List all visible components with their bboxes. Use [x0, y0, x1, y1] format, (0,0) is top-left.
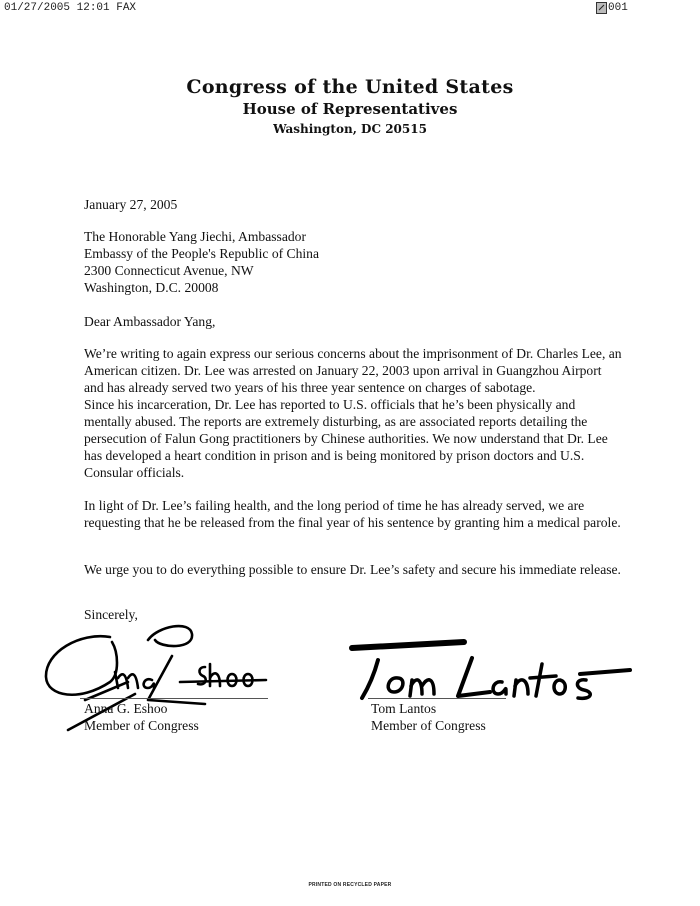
closing: Sincerely,: [84, 607, 138, 622]
letter-date: January 27, 2005: [84, 197, 178, 212]
signature-line: [368, 698, 506, 699]
recycled-paper-footer: PRINTED ON RECYCLED PAPER: [308, 882, 392, 888]
signatory-name: Anna G. Eshoo: [84, 701, 168, 716]
paragraph-2: [84, 396, 624, 481]
fax-header: [0, 2, 700, 16]
recipient-line: The Honorable Yang Jiechi, Ambassador: [84, 229, 306, 244]
recipient-address: [84, 228, 624, 296]
paragraph-text: We’re writing to again express our serious concerns about the imprisonment of Dr. Charles Lee, an American citizen. Dr. Lee was arrested on January 22, 2003 upon arrival in Guangzhou Airport and has already served two years of his three year sentence on charges of sabotage.: [84, 346, 622, 395]
recipient-line: Washington, D.C. 20008: [84, 280, 219, 295]
paragraph-1: [84, 345, 624, 396]
letterhead-house: House of Representatives: [242, 100, 458, 118]
signatory-name: Tom Lantos: [371, 701, 437, 716]
signature-line: [80, 698, 268, 699]
recipient-line: Embassy of the People's Republic of China: [84, 246, 320, 261]
signatory-title: Member of Congress: [371, 718, 486, 733]
fax-page-indicator: [596, 2, 628, 14]
signatory-title: Member of Congress: [84, 718, 199, 733]
fax-page-icon: [596, 2, 607, 14]
fax-page-number: 001: [608, 2, 628, 14]
paragraph-text: We urge you to do everything possible to ensure Dr. Lee’s safety and secure his immediate release.: [84, 562, 621, 577]
letterhead-congress: Congress of the United States: [186, 76, 514, 98]
letterhead: [0, 76, 700, 136]
paragraph-4: [84, 561, 624, 578]
signatory-eshoo: [84, 700, 199, 734]
recipient-line: 2300 Connecticut Avenue, NW: [84, 263, 254, 278]
signatory-lantos: [371, 700, 486, 734]
fax-timestamp: 01/27/2005 12:01 FAX: [4, 2, 137, 14]
paragraph-text: Since his incarceration, Dr. Lee has reported to U.S. officials that he’s been physically and mentally abused. The reports are extremely disturbing, as are associated reports detailing the persecution of Falun Gong practitioners by Chinese authorities. We now understand that Dr. Lee has developed a heart condition in prison and is being monitored by prison doctors and U.S. Consular officials.: [84, 397, 608, 480]
salutation: Dear Ambassador Yang,: [84, 314, 216, 329]
paragraph-3: [84, 497, 624, 531]
letterhead-address: Washington, DC 20515: [273, 122, 427, 136]
paragraph-text: In light of Dr. Lee’s failing health, and the long period of time he has already served, we are requesting that he be released from the final year of his sentence by granting him a medical parole.: [84, 498, 621, 530]
